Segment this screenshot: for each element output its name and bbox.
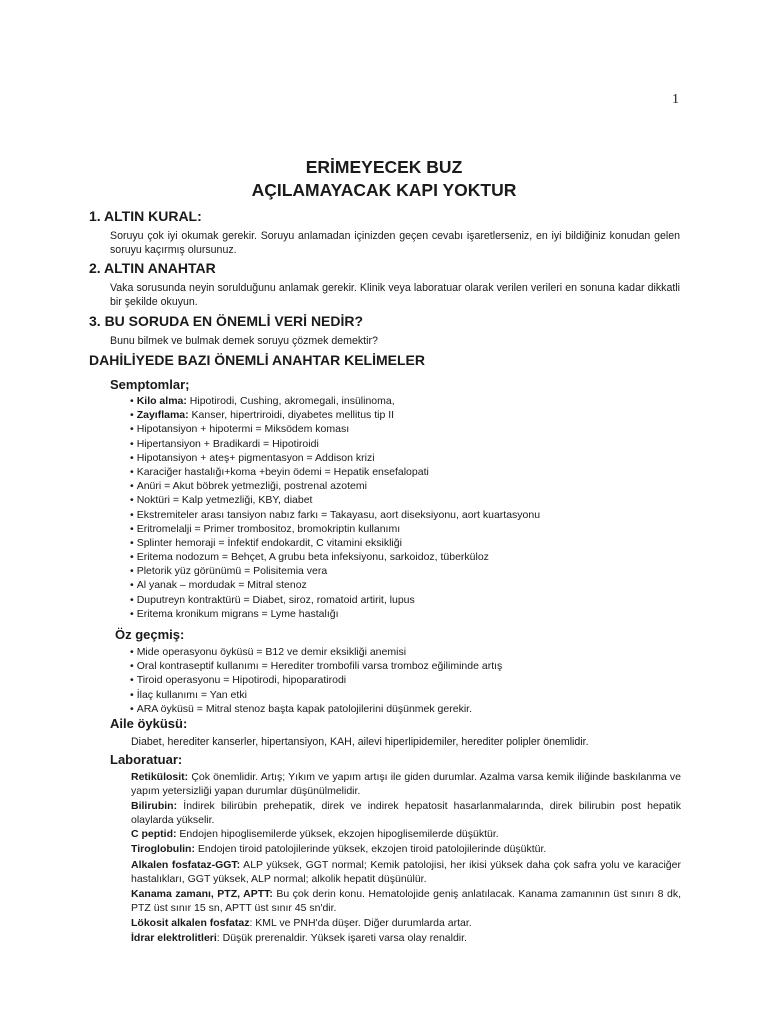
list-item: • Tiroid operasyonu = Hipotirodi, hipoparatirodi — [130, 673, 502, 687]
oz-gecmis-list — [130, 645, 502, 716]
rule-3-text: Bunu bilmek ve bulmak demek soruyu çözmek demektir? — [110, 335, 378, 347]
document-title-line-1: ERİMEYECEK BUZ — [305, 157, 463, 177]
list-item: • Hipotansiyon + hipotermi = Miksödem koması — [130, 422, 540, 436]
list-item: • Pletorik yüz görünümü = Polisitemia vera — [130, 564, 540, 578]
list-item: • Oral kontraseptif kullanımı = Herediter trombofili varsa tromboz eğiliminde artış — [130, 659, 502, 673]
lab-item-tiroglobulin: Tiroglobulin: Endojen tiroid patolojilerinde yüksek, ekzojen tiroid patolojilerinde düşüktür. — [131, 843, 547, 855]
lab-item-idrar: İdrar elektrolitleri: Düşük prerenaldir. Yüksek işareti varsa olay renaldir. — [131, 932, 467, 944]
list-item: • Al yanak – mordudak = Mitral stenoz — [130, 578, 540, 592]
aile-oykusu-heading: Aile öyküsü: — [110, 716, 188, 731]
section-title: DAHİLİYEDE BAZI ÖNEMLİ ANAHTAR KELİMELER — [89, 352, 425, 368]
list-item: • Hipertansiyon + Bradikardi = Hipotiroidi — [130, 437, 540, 451]
list-item: • Anüri = Akut böbrek yetmezliği, postrenal azotemi — [130, 479, 540, 493]
list-item: • Mide operasyonu öyküsü = B12 ve demir eksikliği anemisi — [130, 645, 502, 659]
aile-oykusu-text: Diabet, herediter kanserler, hipertansiyon, KAH, ailevi hiperlipidemiler, herediter polipler önemlidir. — [131, 736, 589, 748]
list-item: • Karaciğer hastalığı+koma +beyin ödemi = Hepatik ensefalopati — [130, 465, 540, 479]
rule-2-heading: 2. ALTIN ANAHTAR — [89, 260, 216, 276]
list-item: • Duputreyn kontraktürü = Diabet, siroz, romatoid artirit, lupus — [130, 593, 540, 607]
semptomlar-heading: Semptomlar; — [110, 377, 190, 392]
oz-gecmis-heading: Öz geçmiş: — [115, 627, 185, 642]
list-item: • Kilo alma: Hipotirodi, Cushing, akromegali, insülinoma, — [130, 394, 540, 408]
list-item: • Noktüri = Kalp yetmezliği, KBY, diabet — [130, 493, 540, 507]
rule-2-text: Vaka sorusunda neyin sorulduğunu anlamak gerekir. Klinik veya laboratuar olarak verilen verileri en sonuna kadar dikkatli bir şekilde okuyun. — [110, 282, 680, 308]
lab-item-lap: Lökosit alkalen fosfataz: KML ve PNH'da düşer. Diğer durumlarda artar. — [131, 917, 472, 929]
list-item: • ARA öyküsü = Mitral stenoz başta kapak patolojilerini düşünmek gerekir. — [130, 702, 502, 716]
lab-item-alp-ggt: Alkalen fosfataz-GGT: ALP yüksek, GGT normal; Kemik patolojisi, her ikisi yüksek daha çok safra yolu ve karaciğer hastalıkları, GGT yüksek, ALP normal; alkolik hepatit düşünülür. — [131, 859, 681, 885]
list-item: • İlaç kullanımı = Yan etki — [130, 688, 502, 702]
lab-item-kanama: Kanama zamanı, PTZ, APTT: Bu çok derin konu. Hematolojide geniş anlatılacak. Kanama zamanının üst sınırı 8 dk, PTZ üst sınır 15 sn, APTT üst sınır 45 sn'dir. — [131, 888, 681, 914]
page-number: 1 — [672, 92, 679, 107]
document-title-line-2: AÇILAMAYACAK KAPI YOKTUR — [251, 180, 517, 200]
list-item: • Splinter hemoraji = İnfektif endokardit, C vitamini eksikliği — [130, 536, 540, 550]
rule-3-heading: 3. BU SORUDA EN ÖNEMLİ VERİ NEDİR? — [89, 313, 364, 329]
lab-item-bilirubin: Bilirubin: İndirek bilirübin prehepatik, direk ve indirek hepatosit hasarlanmalarında, direk bilirubin post hepatik olaylarda yükselir. — [131, 800, 681, 826]
laboratuar-heading: Laboratuar: — [110, 752, 183, 767]
list-item: • Eritromelalji = Primer trombositoz, bromokriptin kullanımı — [130, 522, 540, 536]
rule-1-heading: 1. ALTIN KURAL: — [89, 208, 202, 224]
list-item: • Eritema kronikum migrans = Lyme hastalığı — [130, 607, 540, 621]
lab-item-c-peptid: C peptid: Endojen hipoglisemilerde yüksek, ekzojen hipoglisemilerde düşüktür. — [131, 828, 499, 840]
list-item: • Hipotansiyon + ateş+ pigmentasyon = Addison krizi — [130, 451, 540, 465]
lab-item-retikulosit: Retikülosit: Çok önemlidir. Artış; Yıkım ve yapım artışı ile giden durumlar. Azalma varsa kemik iliğinde baskılanma ve yapım yetersizliği yapan durumlar düşünülmelidir. — [131, 771, 681, 797]
semptomlar-list — [130, 394, 540, 621]
list-item: • Zayıflama: Kanser, hipertriroidi, diyabetes mellitus tip II — [130, 408, 540, 422]
list-item: • Eritema nodozum = Behçet, A grubu beta infeksiyonu, sarkoidoz, tüberküloz — [130, 550, 540, 564]
list-item: • Ekstremiteler arası tansiyon nabız farkı = Takayasu, aort diseksiyonu, aort kuartasyonu — [130, 508, 540, 522]
rule-1-text: Soruyu çok iyi okumak gerekir. Soruyu anlamadan içinizden geçen cevabı işaretlerseniz, en iyi bildiğiniz konudan gelen soruyu kaçırmış olursunuz. — [110, 230, 680, 256]
